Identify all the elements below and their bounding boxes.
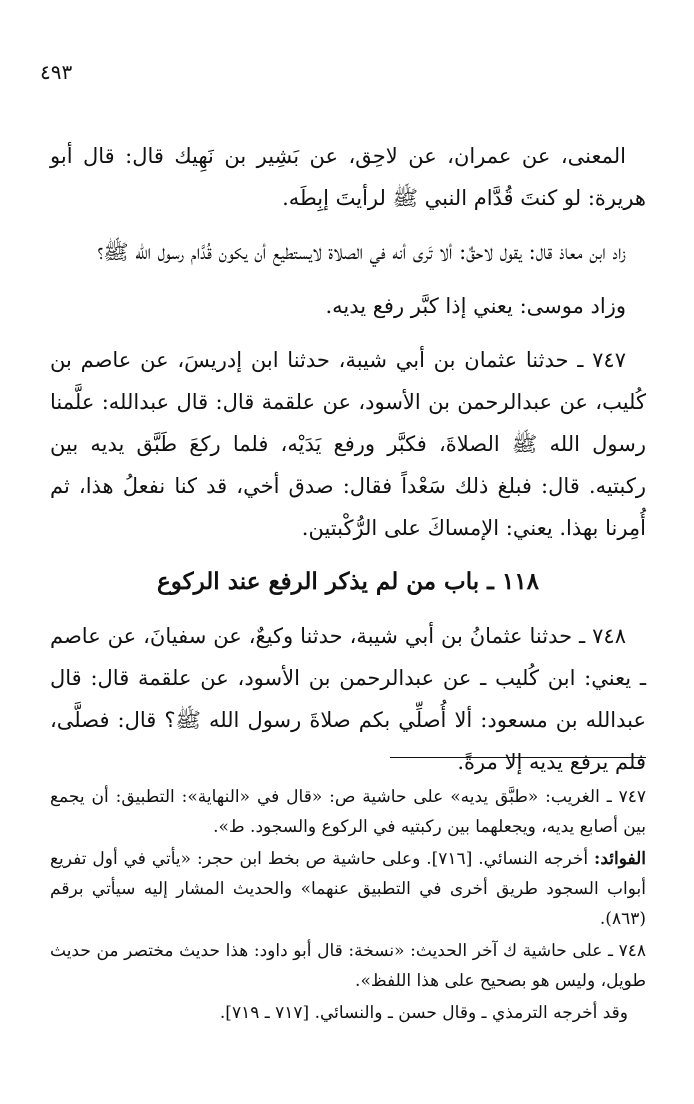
paragraph-hadith-748: ٧٤٨ ـ حدثنا عثمانُ بن أبي شيبة، حدثنا وكيعٌ، عن سفيانَ، عن عاصم ـ يعني: ابن كُليب ـ عن عبدالرحمن بن الأسود، عن علقمة قال: قال عبدالله بن مسعود: ألا أُصلِّي بكم صلاةَ رسول الله ﷺ؟ قال: فصلَّى، فلم يرفع يديه إلا مرةً. (50, 624, 646, 774)
chapter-heading: ١١٨ ـ باب من لم يذكر الرفع عند الركوع (157, 568, 539, 595)
fawaid-label: الفوائد: (594, 849, 646, 869)
footnote-748-takhrij: وقد أخرجه الترمذي ـ وقال حسن ـ والنسائي. [٧١٧ ـ ٧١٩]. (219, 1003, 628, 1023)
page-number: ٤٩٣ (40, 60, 73, 84)
footnote-747-fawaid (50, 844, 646, 934)
footnote-divider (390, 757, 646, 758)
footnotes (50, 782, 646, 1030)
paragraph: زاد ابن معاذ قال: يقول لاحقٌ: ألا تَرى أنه في الصلاة لايستطيع أن يكون قُدَّام رسول الله ﷺ؟ (97, 240, 626, 264)
footnote-748: ٧٤٨ ـ على حاشية ك آخر الحديث: «نسخة: قال أبو داود: هذا حديث مختصر من حديث طويل، وليس هو بصحيح على هذا اللفظ». (50, 941, 646, 991)
fawaid-text: أخرجه النسائي. [٧١٦]. وعلى حاشية ص بخط ابن حجر: «يأتي في أول تفريع أبواب السجود طريق أخرى في التطبيق عنهما» والحديث المشار إليه سيأتي برقم (٨٦٣). (50, 849, 646, 929)
paragraph: وزاد موسى: يعني إذا كبَّر رفع يديه. (325, 294, 626, 318)
footnote-747-gharib: ٧٤٧ ـ الغريب: «طبَّق يديه» على حاشية ص: «قال في «النهاية»: التطبيق: أن يجمع بين أصابع يديه، ويجعلهما بين ركبتيه في الركوع والسجود. ط». (50, 787, 646, 837)
paragraph-hadith-747: ٧٤٧ ـ حدثنا عثمان بن أبي شيبة، حدثنا ابن إدريسَ، عن عاصم بن كُليب، عن عبدالرحمن بن الأسود، عن علقمة قال: قال عبدالله: علَّمنا رسول الله ﷺ الصلاةَ، فكبَّر ورفع يَدَيْه، فلما ركعَ طَبَّق يديه بين ركبتيه. قال: فبلغ ذلك سَعْداً فقال: صدق أخي، قد كنا نفعلُ هذا، ثم أُمِرنا بهذا. يعني: الإمساكَ على الرُّكْبتين. (50, 348, 646, 540)
main-text (50, 135, 646, 795)
paragraph: المعنى، عن عمران، عن لاحِق، عن بَشِير بن نَهِيك قال: قال أبو هريرة: لو كنتَ قُدَّام النبي ﷺ لرأيتَ إبِطَه. (50, 144, 646, 210)
